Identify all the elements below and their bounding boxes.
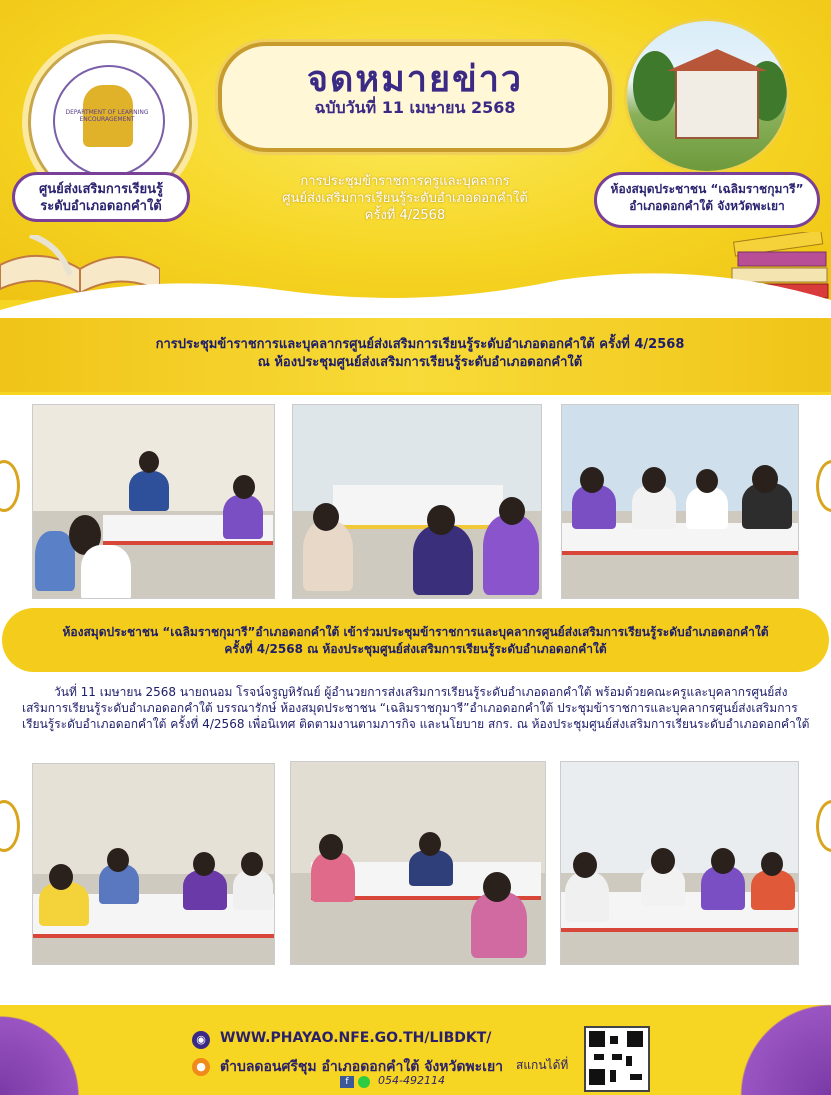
phone-icon (358, 1076, 370, 1088)
logo-text: DEPARTMENT OF LEARNING ENCOURAGEMENT (65, 109, 149, 123)
caption-line1: การประชุมข้าราชการครูและบุคลากร (300, 174, 510, 189)
meeting-banner-text (80, 336, 760, 372)
center-label-line2: ระดับอำเภอดอกคำใต้ (40, 199, 162, 214)
meeting-photo-1 (32, 404, 275, 599)
attendance-line1: ห้องสมุดประชาชน “เฉลิมราชกุมารี”อำเภอดอกคำใต้ เข้าร่วมประชุมข้าราชการและบุคลากรศูนย์ส่งเสริมการเรียนรู้ระดับอำเภอดอกคำใต้ (62, 625, 769, 639)
library-building-photo (624, 18, 790, 174)
meeting-photo-5 (290, 761, 546, 965)
header-meeting-caption (225, 173, 585, 224)
qr-code[interactable] (584, 1026, 650, 1092)
meeting-photo-3 (561, 404, 799, 599)
address-text: ตำบลดอนศรีชุม อำเภอดอกคำใต้ จังหวัดพะเยา (220, 1059, 504, 1075)
library-attendance-text (20, 624, 811, 658)
meeting-photo-6 (560, 761, 799, 965)
caption-line2: ศูนย์ส่งเสริมการเรียนรู้ระดับอำเภอดอกคำใต้ (282, 191, 528, 206)
footer-right-ornament (700, 1000, 831, 1095)
meeting-photo-4 (32, 763, 275, 965)
library-label-line2: อำเภอดอกคำใต้ จังหวัดพะเยา (629, 199, 785, 213)
center-label (12, 172, 190, 222)
location-pin-icon: ● (192, 1058, 210, 1076)
scan-label: สแกนได้ที่ (516, 1058, 569, 1072)
phone-number: 054-492114 (378, 1074, 445, 1087)
footer-left-ornament (0, 1010, 130, 1095)
meeting-photo-2 (292, 404, 542, 599)
newsletter-date: ฉบับวันที่ 11 เมษายน 2568 (314, 98, 516, 117)
house-shape (675, 69, 759, 139)
facebook-icon: f (340, 1076, 354, 1088)
center-label-line1: ศูนย์ส่งเสริมการเรียนรู้ (38, 182, 164, 197)
attendance-line2: ครั้งที่ 4/2568 ณ ห้องประชุมศูนย์ส่งเสริมการเรียนรู้ระดับอำเภอดอกคำใต้ (224, 642, 607, 656)
meeting-banner-line1: การประชุมข้าราชการและบุคลากรศูนย์ส่งเสริมการเรียนรู้ระดับอำเภอดอกคำใต้ ครั้งที่ 4/2568 (155, 337, 685, 352)
library-label-line1: ห้องสมุดประชาชน “เฉลิมราชกุมารี” (610, 182, 804, 196)
website-link[interactable]: WWW.PHAYAO.NFE.GO.TH/LIBDKT/ (220, 1030, 492, 1046)
caption-line3: ครั้งที่ 4/2568 (364, 208, 446, 223)
newsletter-title: จดหมายข่าว (306, 59, 524, 100)
globe-icon: ◉ (192, 1031, 210, 1049)
meeting-banner-line2: ณ ห้องประชุมศูนย์ส่งเสริมการเรียนรู้ระดับอำเภอดอกคำใต้ (257, 355, 583, 370)
news-paragraph: วันที่ 11 เมษายน 2568 นายถนอม โรจน์จรูญหิรัณย์ ผู้อำนวยการส่งเสริมการเรียนรู้ระดับอำเภอดอกคำใต้ พร้อมด้วยคณะครูและบุคลากรศูนย์ส่งเสริมการเรียนรู้ระดับอำเภอดอกคำใต้ บรรณารักษ์ ห้องสมุดประชาชน “เฉลิมราชกุมารี”อำเภอดอกคำใต้ ประชุมข้าราชการและบุคลากรศูนย์ส่งเสริมการเรียนรู้ระดับอำเภอดอกคำใต้ ครั้งที่ 4/2568 เพื่อนิเทศ ติดตามงานตามภารกิจ และนโยบาย สกร. ณ ห้องประชุมศูนย์ส่งเสริมการเรียนระดับอำเภอดอกคำใต้ (22, 685, 810, 731)
library-label (594, 172, 820, 228)
